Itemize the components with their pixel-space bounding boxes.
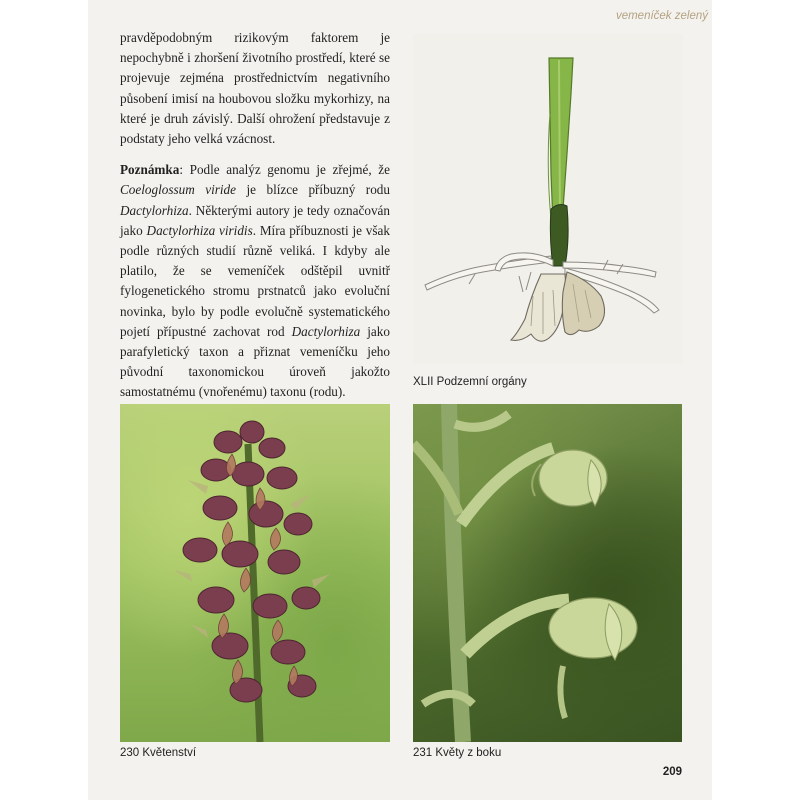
note-text-c: . Některými autory je tedy označován jako [120,202,390,238]
inflorescence-drawing [120,404,390,742]
bract-top [455,414,509,427]
note-text-d: . Míra příbuznosti je však podle různých studií různě veliká. I kdyby ale platilo, že se vemeníček odštěpil uvnitř fylogenetického stromu prstnatců jako evoluční novinka, bylo by podle evolučně systematického pojetí přípustné zachovat rod [120,222,390,339]
flower-upper [532,450,607,506]
basal-sheath [550,205,568,266]
photo-230-caption: 230 Květenství [120,747,197,759]
leaf-midrib [559,60,560,219]
bract-lower [423,694,473,704]
note-text-b: je blízce příbuzný rodu [235,182,390,198]
note-text-e: jako parafyletický taxon a přiznat vemeníčku jeho původní taxonomickou úroveň jakožto samostatnému (vnořenému) taxonu (rodu). [120,323,390,400]
body-paragraph-2 [120,160,390,402]
inflorescence-photo [120,404,390,742]
flower-lower [549,598,637,718]
leaf-blade [549,58,573,224]
body-paragraph-1: pravděpodobným rizikovým faktorem je nepochybně i zhoršení životního prostředí, které se projevuje zejména prostřednictvím negativního působení imisí na houbovou složku mykorhizy, na které je druh závislý. Další ohrožení představuje z podstaty jeho velká vzácnost. [120,30,390,147]
note-label: Poznámka [120,162,180,178]
tuber-left [511,274,566,341]
flowers-side-photo [413,404,682,742]
ovary-upper [461,448,553,524]
body-text-column [120,28,390,403]
underground-organs-drawing [413,34,683,364]
species-name-2: Dactylorhiza viridis [146,222,253,238]
page-number: 209 [662,766,682,778]
underground-organs-illustration [413,34,683,364]
flowers-side-drawing [413,404,682,742]
running-header: vemeníček zelený [615,10,708,22]
note-text-a: : Podle analýz genomu je zřejmé, že [179,162,390,178]
genus-name-2: Dactylorhiza [291,323,361,339]
drawing-caption: XLII Podzemní orgány [413,376,527,388]
species-name-1: Coeloglossum viride [120,182,236,198]
root-left-long [425,256,551,290]
flower-spike-purple [183,421,320,702]
photo-231-caption: 231 Květy z boku [413,747,502,759]
genus-name-1: Dactylorhiza [120,202,189,218]
